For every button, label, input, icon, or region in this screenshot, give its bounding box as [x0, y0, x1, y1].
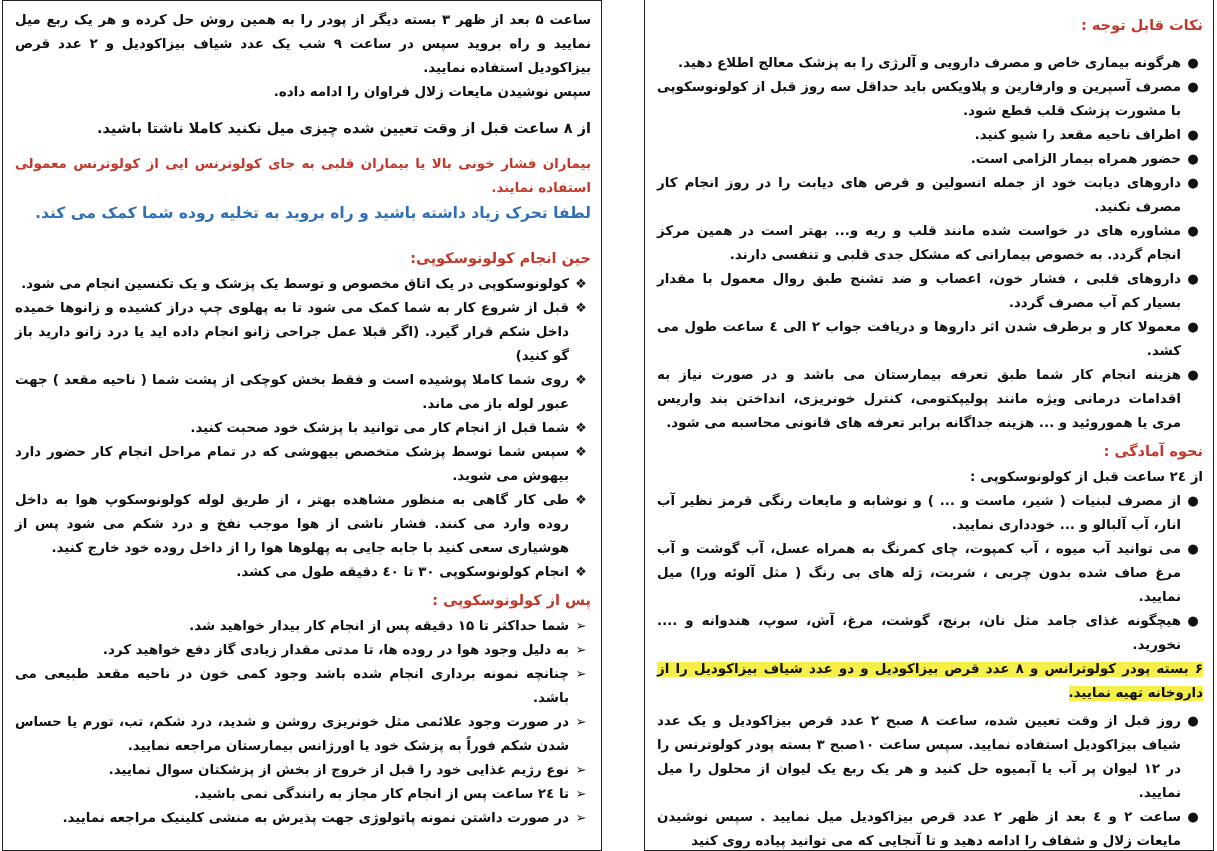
diamond-bullet-icon: ❖	[575, 445, 587, 460]
list-item: ❖ انجام کولونوسکوپی ۳۰ تا ٤٠ دقیقه طول می کشد.	[15, 561, 591, 585]
dot-bullet-icon: ●	[1187, 714, 1199, 729]
list-item: ● هرگونه بیماری خاص و مصرف دارویی و آلرژی را به پزشک معالج اطلاع دهید.	[657, 52, 1203, 76]
list-item: ➢ در صورت وجود علائمی مثل خونریزی روشن و شدید، درد شکم، تب، تورم یا حساس شدن شکم فوراً به پزشک خود یا اورژانس بیمارستان مراجعه نمایید.	[15, 711, 591, 759]
list-item: ● از مصرف لبنیات ( شیر، ماست و ... ) و نوشابه و مایعات رنگی قرمز نظیر آب انار، آب آلبالو و ... خودداری نمایید.	[657, 490, 1203, 538]
intro-paragraph-2: سپس نوشیدن مایعات زلال فراوان را ادامه داده.	[273, 85, 591, 100]
list-item: ❖ سپس شما توسط پزشک متخصص بیهوشی که در تمام مراحل انجام کار حضور دارد بیهوش می شوید.	[15, 441, 591, 489]
notes-heading: نکات قابل توجه :	[1081, 18, 1203, 34]
dot-bullet-icon: ●	[1187, 224, 1199, 239]
list-item: ❖ قبل از شروع کار به شما کمک می شود تا به پهلوی چپ دراز کشیده و زانوها خمیده داخل شکم قرار گیرد. (اگر قبلا عمل جراحی زانو انجام داده اید یا درد زانو دارید باز گو کنید)	[15, 297, 591, 369]
after-heading: پس از کولونوسکوپی :	[432, 593, 591, 609]
list-item: ● روز قبل از وقت تعیین شده، ساعت ۸ صبح ۲ عدد قرص بیزاکودیل و یک عدد شیاف بیزاکودیل استفاده نمایید. سپس ساعت ۱۰صبح ۳ بسته پودر کولوترنس را در ۱۲ لیوان پر آب یا آبمیوه حل کنید و هر یک ربع یک لیوان از محلول را میل نمایید.	[657, 710, 1203, 806]
prep-subheading: از ۲٤ ساعت قبل از کولونوسکوپی :	[970, 470, 1203, 485]
diamond-bullet-icon: ❖	[575, 565, 587, 580]
list-item: ❖ روی شما کاملا پوشیده است و فقط بخش کوچکی از پشت شما ( ناحیه مقعد ) جهت عبور لوله باز می ماند.	[15, 369, 591, 417]
dot-bullet-icon: ●	[1187, 542, 1199, 557]
list-item: ➢ شما حداکثر تا ۱۵ دقیقه پس از انجام کار بیدار خواهید شد.	[15, 615, 591, 639]
warning-hypertension: بیماران فشار خونی بالا یا بیماران قلبی به جای کولوترنس ایی از کولوترنس معمولی استفاده نمایند.	[15, 157, 591, 196]
list-item: ● داروهای دیابت خود از جمله انسولین و قرص های دیابت را در روز انجام کار مصرف نکنید.	[657, 172, 1203, 220]
arrowhead-bullet-icon: ➢	[575, 667, 587, 682]
diamond-bullet-icon: ❖	[575, 373, 587, 388]
after-list	[15, 615, 591, 831]
list-item: ● حضور همراه بیمار الزامی است.	[657, 148, 1203, 172]
prep-list	[657, 490, 1203, 658]
arrowhead-bullet-icon: ➢	[575, 715, 587, 730]
list-item: ❖ طی کار گاهی به منظور مشاهده بهتر ، از طریق لوله کولونوسکوپ هوا به داخل روده وارد می کنند. فشار ناشی از هوا موجب نفخ و درد شکم می شود پس از هوشیاری سعی کنید با جابه جایی به پهلوها هوا را از داخل روده خود خارج کنید.	[15, 489, 591, 561]
dot-bullet-icon: ●	[1187, 152, 1199, 167]
purchase-note	[657, 658, 1203, 706]
mobility-note: لطفا تحرک زیاد داشته باشید و راه بروید به تخلیه روده شما کمک می کند.	[35, 204, 591, 222]
notes-list	[657, 52, 1203, 436]
list-item: ➢ به دلیل وجود هوا در روده ها، تا مدتی مقدار زیادی گاز دفع خواهید کرد.	[15, 639, 591, 663]
list-item: ➢ نوع رژیم غذایی خود را قبل از خروج از بخش از پزشکتان سوال نمایید.	[15, 759, 591, 783]
list-item: ➢ تا ۲٤ ساعت پس از انجام کار مجاز به رانندگی نمی باشید.	[15, 783, 591, 807]
list-item: ● داروهای قلبی ، فشار خون، اعصاب و ضد تشنج طبق روال معمول با مقدار بسیار کم آب مصرف گردد.	[657, 268, 1203, 316]
dot-bullet-icon: ●	[1187, 272, 1199, 287]
list-item: ● ساعت ۲ و ٤ بعد از ظهر ۲ عدد قرص بیزاکودیل میل نمایید . سپس نوشیدن مایعات زلال و شفاف را ادامه دهید و تا آنجایی که می توانید پیاده روی کنید	[657, 806, 1203, 851]
arrowhead-bullet-icon: ➢	[575, 643, 587, 658]
list-item: ● اطراف ناحیه مقعد را شیو کنید.	[657, 124, 1203, 148]
diamond-bullet-icon: ❖	[575, 277, 587, 292]
list-item: ➢ در صورت داشتن نمونه پاتولوژی جهت پذیرش به منشی کلینیک مراجعه نمایید.	[15, 807, 591, 831]
dot-bullet-icon: ●	[1187, 80, 1199, 95]
faded-header-text	[657, 0, 1203, 14]
list-item: ● هیچگونه غذای جامد مثل نان، برنج، گوشت، مرغ، آش، سوپ، هندوانه و .... نخورید.	[657, 610, 1203, 658]
left-page	[2, 0, 602, 851]
dot-bullet-icon: ●	[1187, 368, 1199, 383]
prep-list-2	[657, 710, 1203, 851]
fasting-note: از ۸ ساعت قبل از وقت تعیین شده چیزی میل نکنید کاملا ناشتا باشید.	[97, 121, 591, 137]
arrowhead-bullet-icon: ➢	[575, 787, 587, 802]
during-list	[15, 273, 591, 585]
list-item: ● مصرف آسپرین و وارفارین و پلاویکس باید حداقل سه روز قبل از کولونوسکوپی با مشورت پزشک قلب قطع شود.	[657, 76, 1203, 124]
dot-bullet-icon: ●	[1187, 176, 1199, 191]
arrowhead-bullet-icon: ➢	[575, 811, 587, 826]
diamond-bullet-icon: ❖	[575, 421, 587, 436]
dot-bullet-icon: ●	[1187, 128, 1199, 143]
list-item: ❖ شما قبل از انجام کار می توانید با پزشک خود صحبت کنید.	[15, 417, 591, 441]
list-item: ● مشاوره های در خواست شده مانند قلب و ریه و... بهتر است در همین مرکز انجام گردد. به خصوص بیمارانی که مشکل جدی قلبی و تنفسی دارند.	[657, 220, 1203, 268]
dot-bullet-icon: ●	[1187, 320, 1199, 335]
dot-bullet-icon: ●	[1187, 56, 1199, 71]
diamond-bullet-icon: ❖	[575, 493, 587, 508]
dot-bullet-icon: ●	[1187, 614, 1199, 629]
arrowhead-bullet-icon: ➢	[575, 763, 587, 778]
list-item: ❖ کولونوسکوپی در یک اتاق مخصوص و توسط یک پزشک و یک تکنسین انجام می شود.	[15, 273, 591, 297]
list-item: ● هزینه انجام کار شما طبق تعرفه بیمارستان می باشد و در صورت نیاز به اقدامات درمانی ویژه مانند پولیپکتومی، کنترل خونریزی، انداختن بند واریس مری یا هموروئید و ... هزینه جداگانه برابر تعرفه های قانونی محاسبه می شود.	[657, 364, 1203, 436]
right-page	[644, 0, 1214, 851]
during-heading: حین انجام کولونوسکوپی:	[410, 251, 591, 267]
list-item: ● می توانید آب میوه ، آب کمپوت، چای کمرنگ به همراه عسل، آب گوشت و آب مرغ صاف شده بدون چربی ، شربت، ژله های بی رنگ ( مثل آلوئه ورا) میل نمایید.	[657, 538, 1203, 610]
dot-bullet-icon: ●	[1187, 494, 1199, 509]
list-item: ● معمولا کار و برطرف شدن اثر داروها و دریافت جواب ۲ الی ٤ ساعت طول می کشد.	[657, 316, 1203, 364]
diamond-bullet-icon: ❖	[575, 301, 587, 316]
list-item: ➢ چنانچه نمونه برداری انجام شده باشد وجود کمی خون در ناحیه مقعد طبیعی می باشد.	[15, 663, 591, 711]
arrowhead-bullet-icon: ➢	[575, 619, 587, 634]
highlighted-text: ۶ بسته پودر کولوترانس و ۸ عدد قرص بیزاکودیل و دو عدد شیاف بیزاکودیل را از داروخانه تهیه نمایید.	[657, 662, 1204, 701]
dot-bullet-icon: ●	[1187, 810, 1199, 825]
intro-paragraph: ساعت ۵ بعد از ظهر ۳ بسته دیگر از پودر را به همین روش حل کرده و هر یک ربع میل نمایید و راه بروید سپس در ساعت ۹ شب یک عدد شیاف بیزاکودیل و ۲ عدد قرص بیزاکودیل استفاده نمایید.	[15, 13, 591, 76]
prep-heading: نحوه آمادگی :	[1103, 444, 1203, 460]
